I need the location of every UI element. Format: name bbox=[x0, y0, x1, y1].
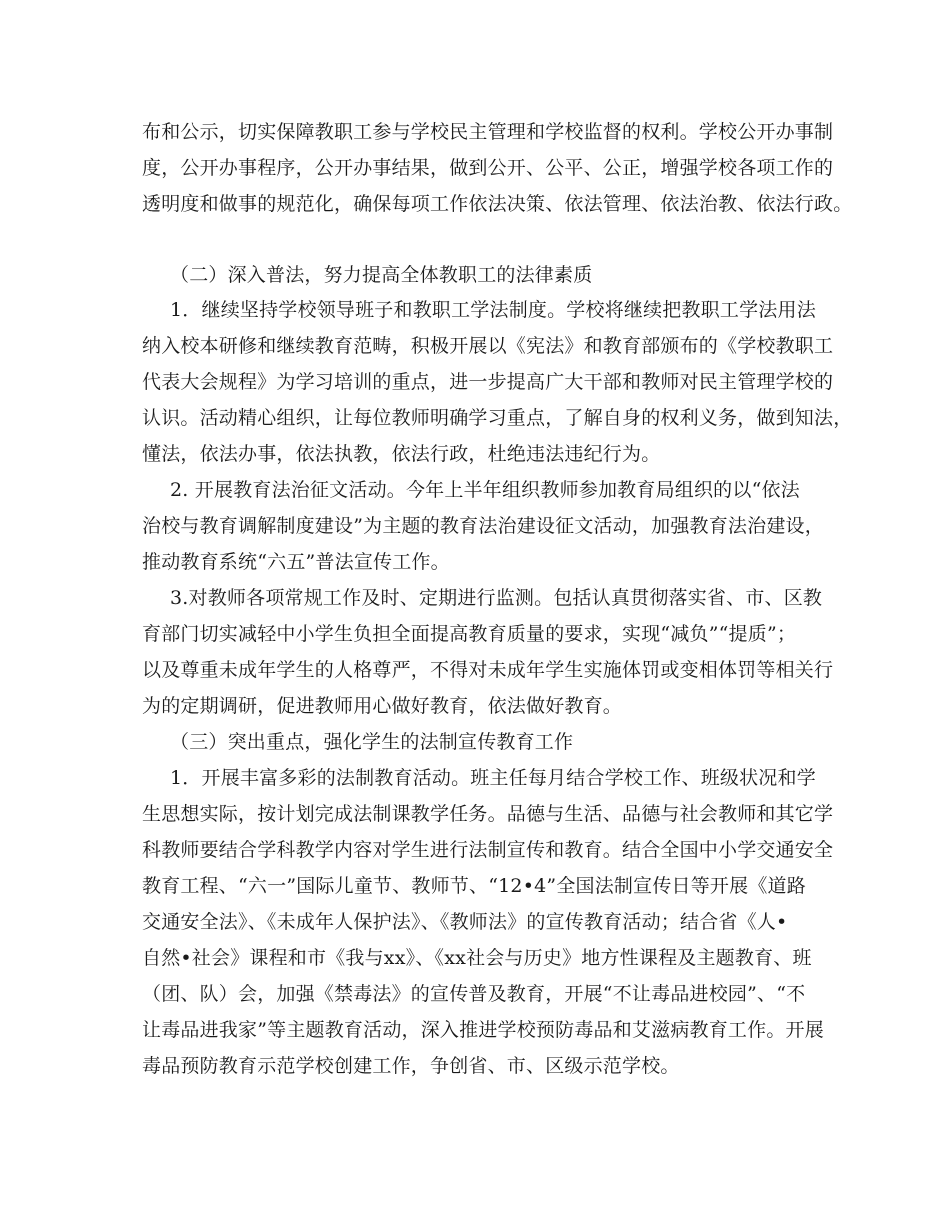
text-line: 透明度和做事的规范化，确保每项工作依法决策、依法管理、依法治教、依法行政。 bbox=[142, 193, 853, 215]
text-line: 交通安全法》、《未成年人保护法》、《教师法》的宣传教育活动；结合省《人• bbox=[142, 911, 788, 933]
text-line: 以及尊重未成年学生的人格尊严，不得对未成年学生实施体罚或变相体罚等相关行 bbox=[142, 659, 834, 681]
text-line: 育部门切实减轻中小学生负担全面提高教育质量的要求，实现“减负”“提质”； bbox=[142, 623, 797, 645]
text-line: 3.对教师各项常规工作及时、定期进行监测。包括认真贯彻落实省、市、区教 bbox=[170, 587, 823, 609]
text-line: 认识。活动精心组织，让每位教师明确学习重点，了解自身的权利义务，做到知法， bbox=[142, 407, 853, 429]
text-line: 度，公开办事程序，公开办事结果，做到公开、公平、公正，增强学校各项工作的 bbox=[142, 157, 834, 179]
text-line: 治校与教育调解制度建设”为主题的教育法治建设征文活动，加强教育法治建设， bbox=[142, 515, 824, 537]
text-line: （团、队）会，加强《禁毒法》的宣传普及教育，开展“不让毒品进校园”、“不 bbox=[142, 983, 806, 1005]
text-line: 代表大会规程》为学习培训的重点，进一步提高广大干部和教师对民主管理学校的 bbox=[142, 371, 834, 393]
section-heading: （三）突出重点，强化学生的法制宣传教育工作 bbox=[170, 731, 574, 753]
text-line: 2. 开展教育法治征文活动。今年上半年组织教师参加教育局组织的以“依法 bbox=[170, 479, 800, 501]
text-line: 推动教育系统“六五”普法宣传工作。 bbox=[142, 551, 450, 573]
text-line: 1．开展丰富多彩的法制教育活动。班主任每月结合学校工作、班级状况和学 bbox=[170, 767, 816, 789]
text-line: 科教师要结合学科教学内容对学生进行法制宣传和教育。结合全国中小学交通安全 bbox=[142, 839, 834, 861]
text-line: 1．继续坚持学校领导班子和教职工学法制度。学校将继续把教职工学法用法 bbox=[170, 299, 816, 321]
text-line: 为的定期调研，促进教师用心做好教育，依法做好教育。 bbox=[142, 695, 623, 717]
section-heading: （二）深入普法，努力提高全体教职工的法律素质 bbox=[170, 264, 593, 286]
text-line: 让毒品进我家”等主题教育活动，深入推进学校预防毒品和艾滋病教育工作。开展 bbox=[142, 1019, 824, 1041]
text-line: 生思想实际，按计划完成法制课教学任务。品德与生活、品德与社会教师和其它学 bbox=[142, 803, 834, 825]
text-line: 自然•社会》课程和市《我与xx》、《xx社会与历史》地方性课程及主题教育、班 bbox=[142, 947, 812, 969]
text-line: 布和公示，切实保障教职工参与学校民主管理和学校监督的权利。学校公开办事制 bbox=[142, 121, 834, 143]
text-line: 纳入校本研修和继续教育范畴，积极开展以《宪法》和教育部颁布的《学校教职工 bbox=[142, 335, 834, 357]
text-line: 懂法，依法办事，依法执教，依法行政，杜绝违法违纪行为。 bbox=[142, 443, 661, 465]
text-line: 毒品预防教育示范学校创建工作，争创省、市、区级示范学校。 bbox=[142, 1055, 680, 1077]
text-line: 教育工程、“六一”国际儿童节、教师节、“12•4”全国法制宣传日等开展《道路 bbox=[142, 875, 806, 897]
